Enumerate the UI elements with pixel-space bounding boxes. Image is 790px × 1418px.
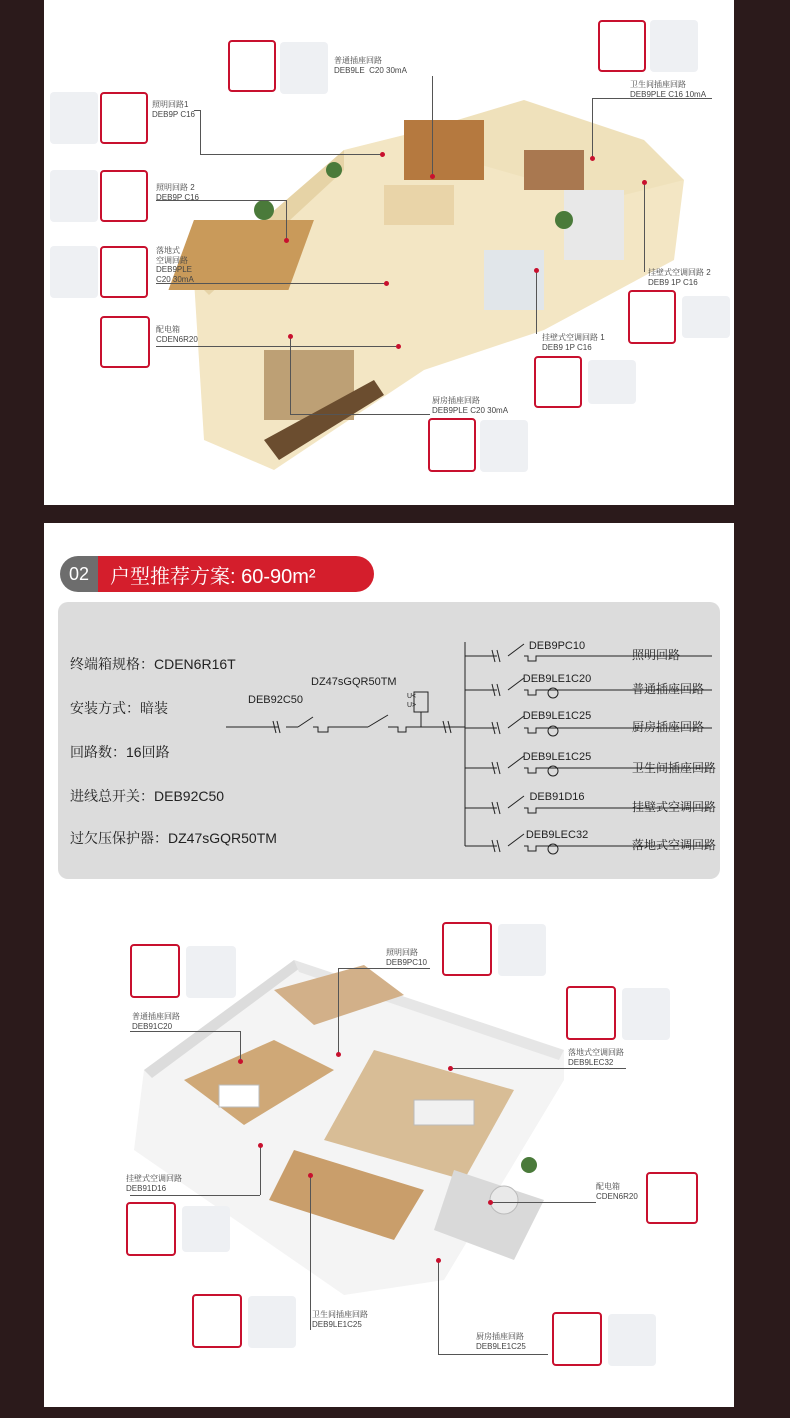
label-distribution-box: 配电箱 CDEN6R20 xyxy=(156,325,198,344)
label-lighting-1: 照明回路1 DEB9P C16 xyxy=(152,100,195,119)
top-floorplan-panel xyxy=(44,0,734,505)
fan-icon xyxy=(186,946,236,998)
wall-ac-icon xyxy=(182,1206,230,1252)
breaker-icon xyxy=(100,92,148,144)
label-socket-general: 普通插座回路 DEB9LE C20 30mA xyxy=(334,56,407,75)
spec-circuit-count: 回路数：16回路 xyxy=(70,744,170,760)
breaker-icon xyxy=(228,40,276,92)
label-floor-ac-bottom: 落地式空调回路 DEB9LEC32 xyxy=(568,1048,624,1067)
section-title: 户型推荐方案: 60-90m² xyxy=(98,556,374,592)
label-wall-ac-bottom: 挂壁式空调回路 DEB91D16 xyxy=(126,1174,182,1193)
floor-ac-icon xyxy=(50,246,98,298)
spec-install-method: 安装方式：暗装 xyxy=(70,700,168,716)
breaker-icon xyxy=(566,986,616,1040)
spec-main-switch: 进线总开关：DEB92C50 xyxy=(70,788,225,804)
range-hood-icon xyxy=(608,1314,656,1366)
range-hood-icon xyxy=(480,420,528,472)
pendant-lamp-icon xyxy=(50,92,98,144)
breaker-icon xyxy=(126,1202,176,1256)
branch-name-lighting: 照明回路 xyxy=(632,648,681,662)
breaker-icon xyxy=(428,418,476,472)
label-kitchen-socket: 厨房插座回路 DEB9PLE C20 30mA xyxy=(432,396,509,415)
branch-name-kitchen: 厨房插座回路 xyxy=(632,720,705,734)
label-lighting-2: 照明回路 2 DEB9P C16 xyxy=(156,183,199,202)
spec-protector: 过欠压保护器：DZ47sGQR50TM xyxy=(70,830,277,846)
label-distribution-box-bottom: 配电箱 CDEN6R20 xyxy=(596,1182,638,1201)
distribution-box-icon xyxy=(100,316,150,368)
label-lighting: 照明回路 DEB9PC10 xyxy=(386,948,427,967)
label-kitchen-bottom: 厨房插座回路 DEB9LE1C25 xyxy=(476,1332,526,1351)
branch-name-floor-ac: 落地式空调回路 xyxy=(632,838,717,852)
label-socket-general-bottom: 普通插座回路 DEB91C20 xyxy=(132,1012,180,1031)
label-bathroom-bottom: 卫生间插座回路 DEB9LE1C25 xyxy=(312,1310,368,1329)
breaker-icon xyxy=(598,20,646,72)
table-lamp-icon xyxy=(50,170,98,222)
protector-code: DZ47sGQR50TM xyxy=(311,676,397,688)
section-number: 02 xyxy=(60,556,98,592)
floor-ac-icon xyxy=(622,988,670,1040)
branch-code-floor-ac: DEB9LEC32 xyxy=(525,829,589,841)
fan-icon xyxy=(280,42,328,94)
branch-code-kitchen: DEB9LE1C25 xyxy=(522,710,592,722)
pendant-lamp-icon xyxy=(498,924,546,976)
label-bathroom-socket: 卫生间插座回路 DEB9PLE C16 10mA xyxy=(630,80,707,99)
breaker-icon xyxy=(192,1294,242,1348)
branch-code-socket: DEB9LE1C20 xyxy=(522,673,592,685)
main-switch-code: DEB92C50 xyxy=(248,694,304,706)
washing-machine-icon xyxy=(248,1296,296,1348)
breaker-icon xyxy=(552,1312,602,1366)
wall-ac-icon xyxy=(588,360,636,404)
breaker-icon xyxy=(100,170,148,222)
spec-box xyxy=(58,602,720,879)
breaker-icon xyxy=(100,246,148,298)
breaker-icon xyxy=(628,290,676,344)
branch-name-bathroom: 卫生间插座回路 xyxy=(632,761,717,775)
breaker-icon xyxy=(442,922,492,976)
spec-box-size: 终端箱规格：CDEN6R16T xyxy=(70,656,236,672)
wall-ac-icon xyxy=(682,296,730,338)
breaker-icon xyxy=(130,944,180,998)
label-wall-ac-2: 挂壁式空调回路 2 DEB9 1P C16 xyxy=(648,268,711,287)
breaker-icon xyxy=(534,356,582,408)
branch-name-socket: 普通插座回路 xyxy=(632,682,705,696)
washing-machine-icon xyxy=(650,20,698,72)
label-floor-ac: 落地式 空调回路 DEB9PLE C20 30mA xyxy=(156,246,194,284)
branch-name-wall-ac: 挂壁式空调回路 xyxy=(632,800,717,814)
label-wall-ac-1: 挂壁式空调回路 1 DEB9 1P C16 xyxy=(542,333,605,352)
distribution-box-icon xyxy=(646,1172,698,1224)
section-badge xyxy=(60,556,374,592)
branch-code-lighting: DEB9PC10 xyxy=(528,640,586,652)
branch-code-bathroom: DEB9LE1C25 xyxy=(522,751,592,763)
branch-code-wall-ac: DEB91D16 xyxy=(529,791,585,803)
protector-marks: U< U> xyxy=(407,693,417,709)
